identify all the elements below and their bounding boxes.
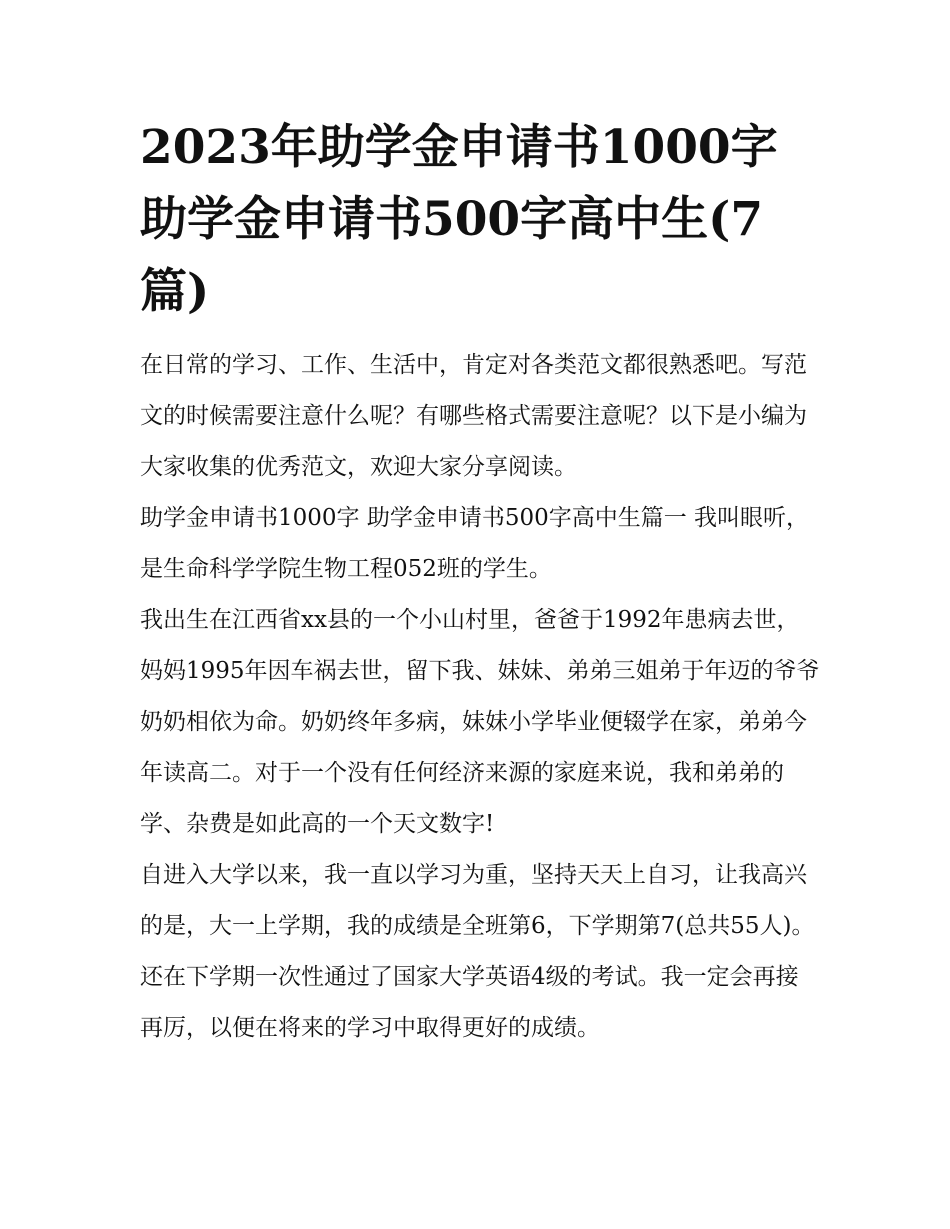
document-page <box>140 112 820 1054</box>
body-paragraph: 助学金申请书1000字 助学金申请书500字高中生篇一 我叫眼听，是生命科学学院生物工程052班的学生。 <box>140 505 810 582</box>
body-paragraph: 我出生在江西省xx县的一个小山村里，爸爸于1992年患病去世，妈妈1995年因车祸去世，留下我、妹妹、弟弟三姐弟于年迈的爷爷奶奶相依为命。奶奶终年多病，妹妹小学毕业便辍学在家，弟弟今年读高二。对于一个没有任何经济来源的家庭来说，我和弟弟的学、杂费是如此高的一个天文数字! <box>140 607 820 837</box>
body-paragraph: 自进入大学以来，我一直以学习为重，坚持天天上自习，让我高兴的是，大一上学期，我的成绩是全班第6，下学期第7(总共55人)。还在下学期一次性通过了国家大学英语4级的考试。我一定会再接再厉，以便在将来的学习中取得更好的成绩。 <box>140 862 815 1041</box>
intro-paragraph: 在日常的学习、工作、生活中，肯定对各类范文都很熟悉吧。写范文的时候需要注意什么呢？有哪些格式需要注意呢？以下是小编为大家收集的优秀范文，欢迎大家分享阅读。 <box>140 352 807 480</box>
document-title: 2023年助学金申请书1000字 助学金申请书500字高中生(7篇) <box>140 120 778 319</box>
